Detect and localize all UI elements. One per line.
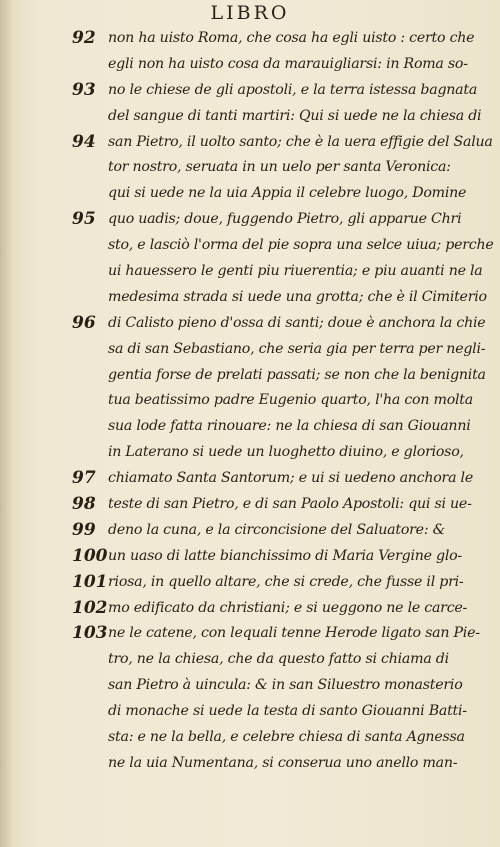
marginal-number: 99 [72,519,96,540]
text-line [0,78,500,104]
line-text: non ha uisto Roma, che cosa ha egli uisto : certo che [108,30,475,46]
line-text: san Pietro à uincula: & in san Siluestro monasterio [108,677,463,694]
text-line [0,673,500,699]
line-text: un uaso di latte bianchissimo di Maria Vergine glo- [108,547,462,564]
text-line [0,285,500,311]
line-text: ne le catene, con lequali tenne Herode ligato san Pie- [108,625,480,642]
running-header: LIBRO [210,2,290,24]
line-text: di Calisto pieno d'ossa di santi; doue è anchora la chie [108,314,486,331]
text-line [0,233,500,259]
line-text: qui si uede ne la uia Appia il celebre luogo, Domine [108,185,467,202]
marginal-number: 103 [72,623,108,644]
marginal-number: 100 [72,545,108,566]
marginal-number: 95 [72,209,96,230]
marginal-number: 93 [72,79,96,100]
line-text: no le chiese de gli apostoli, e la terra istessa bagnata [108,81,478,98]
text-line [0,130,500,156]
text-line [0,518,500,544]
marginal-number: 98 [72,494,96,515]
text-line [0,181,500,207]
text-line [0,337,500,363]
text-line [0,466,500,492]
line-text: gentia forse de prelati passati; se non che la benignita [108,366,486,383]
line-text: del sangue di tanti martiri: Qui si uede ne la chiesa di [108,107,482,124]
line-text: sa di san Sebastiano, che seria gia per terra per negli- [108,340,486,357]
line-text: tor nostro, seruata in un uelo per santa Veronica: [108,159,451,176]
text-line [0,596,500,622]
line-text: ui hauessero le genti piu riuerentia; e piu auanti ne la [108,263,483,280]
text-line [0,26,500,52]
line-text: medesima strada si uede una grotta; che è il Cimiterio [108,288,487,305]
marginal-number: 94 [72,131,96,152]
marginal-number: 102 [72,597,108,618]
text-line [0,363,500,389]
text-line [0,388,500,414]
line-text: sta: e ne la bella, e celebre chiesa di santa Agnessa [108,729,465,746]
line-text: san Pietro, il uolto santo; che è la uera effigie del Salua [108,133,493,150]
marginal-number: 101 [72,571,108,592]
line-text: teste di san Pietro, e di san Paolo Apostoli: qui si ue- [108,496,472,513]
text-line [0,155,500,181]
text-line [0,207,500,233]
text-line [0,751,500,777]
line-text: deno la cuna, e la circoncisione del Saluatore: & [108,521,445,538]
line-text: sto, e lasciò l'orma del pie sopra una selce uiua; perche [108,237,494,254]
text-line [0,544,500,570]
line-text: tro, ne la chiesa, che da questo fatto si chiama di [108,651,449,668]
marginal-number: 97 [72,468,96,489]
text-line [0,647,500,673]
text-line [0,414,500,440]
text-line [0,259,500,285]
text-line [0,699,500,725]
text-line [0,492,500,518]
text-line [0,621,500,647]
marginal-number: 92 [72,28,96,48]
line-text: chiamato Santa Santorum; e ui si uedeno anchora le [108,470,473,487]
line-text: sua lode fatta rinouare: ne la chiesa di san Giouanni [108,418,471,435]
line-text: quo uadis; doue, fuggendo Pietro, gli apparue Chri [108,211,462,228]
line-text: egli non ha uisto cosa da marauigliarsi: in Roma so- [108,55,468,72]
marginal-number: 96 [72,312,96,333]
line-text: mo edificato da christiani; e si ueggono ne le carce- [108,599,468,616]
text-line [0,104,500,130]
text-line [0,52,500,78]
text-line [0,440,500,466]
line-text: riosa, in quello altare, che si crede, che fusse il pri- [108,573,464,590]
text-line [0,570,500,596]
line-text: in Laterano si uede un luoghetto diuino, e glorioso, [108,444,464,461]
text-line [0,311,500,337]
line-text: ne la uia Numentana, si conserua uno anello man- [108,754,458,771]
line-text: tua beatissimo padre Eugenio quarto, l'ha con molta [108,392,473,409]
text-line [0,725,500,751]
body-text [0,26,500,777]
line-text: di monache si uede la testa di santo Giouanni Batti- [108,703,467,720]
